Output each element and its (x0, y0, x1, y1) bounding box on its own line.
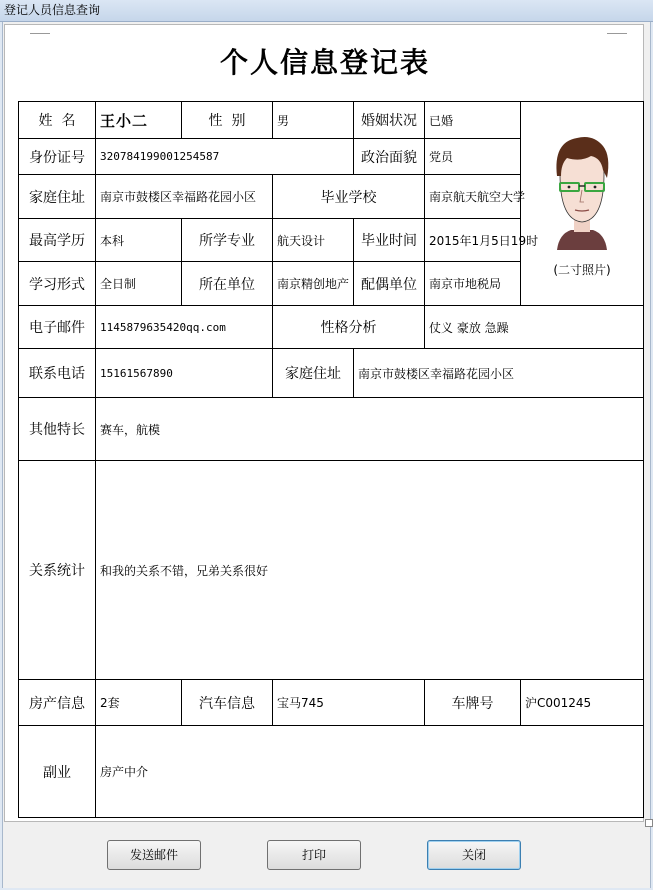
label-phone: 联系电话 (19, 349, 96, 398)
send-email-button[interactable]: 发送邮件 (107, 840, 201, 870)
window-title: 登记人员信息查询 (4, 3, 101, 17)
value-marital[interactable]: 已婚 (425, 102, 521, 139)
label-address2: 家庭住址 (273, 349, 354, 398)
label-side-job: 副业 (19, 726, 96, 818)
value-study-form[interactable]: 全日制 (96, 262, 182, 306)
value-id-no[interactable]: 320784199001254587 (96, 139, 354, 175)
value-address2[interactable]: 南京市鼓楼区幸福路花园小区 (354, 349, 644, 398)
value-political[interactable]: 党员 (425, 139, 521, 175)
label-school: 毕业学校 (273, 175, 425, 219)
window-titlebar (0, 0, 653, 22)
value-phone[interactable]: 15161567890 (96, 349, 273, 398)
form-title: 个人信息登记表 (219, 46, 430, 79)
label-house: 房产信息 (19, 680, 96, 726)
value-spouse-unit[interactable]: 南京市地税局 (425, 262, 521, 306)
label-work-unit: 所在单位 (182, 262, 273, 306)
value-school[interactable]: 南京航天航空大学 (425, 175, 521, 219)
value-address[interactable]: 南京市鼓楼区幸福路花园小区 (96, 175, 273, 219)
label-relations: 关系统计 (19, 461, 96, 680)
value-plate[interactable]: 沪C001245 (521, 680, 644, 726)
label-car: 汽车信息 (182, 680, 273, 726)
label-personality: 性格分析 (273, 306, 425, 349)
value-major[interactable]: 航天设计 (273, 219, 354, 262)
value-gender[interactable]: 男 (273, 102, 354, 139)
label-skills: 其他特长 (19, 398, 96, 461)
value-side-job[interactable]: 房产中介 (96, 726, 644, 818)
label-name: 姓 名 (19, 102, 96, 139)
value-email[interactable]: 1145879635420qq.com (96, 306, 273, 349)
label-plate: 车牌号 (425, 680, 521, 726)
label-address: 家庭住址 (19, 175, 96, 219)
label-marital: 婚姻状况 (354, 102, 425, 139)
portrait-photo (547, 130, 617, 254)
label-education: 最高学历 (19, 219, 96, 262)
value-name[interactable] (96, 102, 182, 139)
label-major: 所学专业 (182, 219, 273, 262)
print-button[interactable]: 打印 (267, 840, 361, 870)
photo-cell[interactable] (521, 102, 644, 306)
close-button[interactable]: 关闭 (427, 840, 521, 870)
label-study-form: 学习形式 (19, 262, 96, 306)
value-education[interactable]: 本科 (96, 219, 182, 262)
photo-caption: (二寸照片) (553, 262, 611, 277)
crop-mark-right (607, 33, 627, 39)
label-email: 电子邮件 (19, 306, 96, 349)
label-spouse-unit: 配偶单位 (354, 262, 425, 306)
value-work-unit[interactable]: 南京精创地产 (273, 262, 354, 306)
value-car[interactable]: 宝马745 (273, 680, 425, 726)
label-id-no: 身份证号 (19, 139, 96, 175)
crop-mark-left (30, 33, 50, 39)
form-sheet (4, 24, 644, 822)
label-gender: 性 别 (182, 102, 273, 139)
value-personality[interactable]: 仗义 豪放 急躁 (425, 306, 644, 349)
info-form-table (18, 101, 644, 818)
label-grad-time: 毕业时间 (354, 219, 425, 262)
value-house[interactable]: 2套 (96, 680, 182, 726)
label-political: 政治面貌 (354, 139, 425, 175)
value-skills[interactable]: 赛车，航模 (96, 398, 644, 461)
window-client-area (2, 22, 651, 888)
value-relations[interactable]: 和我的关系不错，兄弟关系很好 (96, 461, 644, 680)
value-grad-time[interactable]: 2015年1月5日19时 (425, 219, 521, 262)
resize-grip[interactable] (645, 819, 653, 827)
name-signature: 王小二 (100, 111, 149, 130)
